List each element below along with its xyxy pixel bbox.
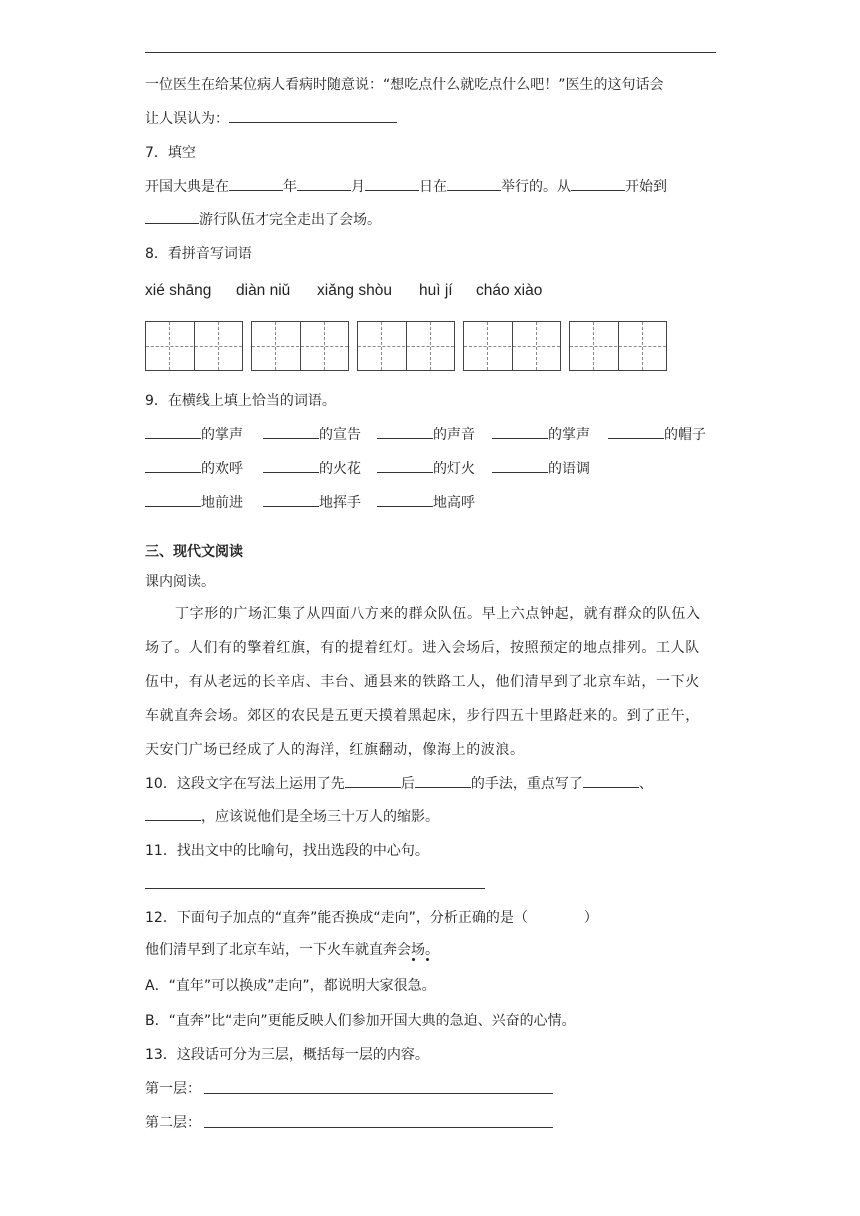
q7-text: 月	[351, 179, 365, 195]
q8-title: 8．看拼音写词语	[145, 246, 252, 262]
q11-text: 11．找出文中的比喻句，找出选段的中心句。	[145, 843, 429, 859]
answer-blank[interactable]	[229, 176, 283, 191]
q9-word: 地高呼	[433, 495, 475, 511]
answer-blank[interactable]	[145, 458, 201, 473]
q7-line2	[145, 209, 381, 229]
q9-item	[263, 424, 361, 444]
q9-item	[145, 492, 243, 512]
pinyin-5: cháo xiào	[476, 282, 543, 299]
q13-layer2-label: 第二层：	[145, 1115, 201, 1131]
writing-grid-2[interactable]	[251, 321, 349, 371]
q6-line1: 一位医生在给某位病人看病时随意说：“想吃点什么就吃点什么吧！”医生的这句话会	[145, 77, 664, 93]
q9-item	[492, 458, 590, 478]
writing-grid-1[interactable]	[145, 321, 243, 371]
q7-text: 开国大典是在	[145, 179, 229, 195]
q9-item	[145, 424, 243, 444]
q13-text: 13．这段话可分为三层，概括每一层的内容。	[145, 1047, 429, 1063]
q9-item	[492, 424, 590, 444]
q10-text: 10．这段文字在写法上运用了先	[145, 776, 345, 792]
answer-blank[interactable]	[297, 176, 351, 191]
passage-line-1: 丁字形的广场汇集了从四面八方来的群众队伍。早上六点钟起，就有群众的队伍入	[175, 606, 701, 622]
answer-blank[interactable]	[263, 492, 319, 507]
q9-word: 地挥手	[319, 495, 361, 511]
writing-grid-3[interactable]	[357, 321, 455, 371]
q10-line2	[145, 806, 439, 826]
answer-line[interactable]	[204, 1127, 553, 1128]
writing-grid-4[interactable]	[463, 321, 561, 371]
answer-blank[interactable]	[608, 424, 664, 439]
q9-item	[145, 458, 243, 478]
q6-line2	[145, 108, 397, 128]
q9-word: 的语调	[548, 461, 590, 477]
q10-text: 后	[400, 776, 415, 792]
passage-line-5: 天安门广场已经成了人的海洋，红旗翻动，像海上的波浪。	[145, 742, 525, 758]
q9-word: 地前进	[201, 495, 243, 511]
q9-word: 的宣告	[319, 427, 361, 443]
q9-word: 的掌声	[201, 427, 243, 443]
q12-option-b[interactable]: B．“直奔”比“走向”更能反映人们参加开国大典的急迫、兴奋的心情。	[145, 1013, 576, 1029]
q9-word: 的帽子	[664, 427, 706, 443]
section-subheading: 课内阅读。	[145, 574, 215, 590]
section-heading: 三、现代文阅读	[145, 544, 243, 560]
answer-blank[interactable]	[447, 176, 501, 191]
q7-text: 年	[283, 179, 297, 195]
emphasis-dot	[412, 958, 415, 961]
q9-title: 9．在横线上填上恰当的词语。	[145, 393, 336, 409]
q7-title: 7．填空	[145, 145, 196, 161]
q7-text: 游行队伍才完全走出了会场。	[199, 212, 381, 228]
header-rule	[145, 52, 716, 53]
q9-word: 的掌声	[548, 427, 590, 443]
answer-line[interactable]	[145, 888, 485, 889]
writing-grid-5[interactable]	[569, 321, 667, 371]
q9-word: 的灯火	[433, 461, 475, 477]
answer-blank[interactable]	[377, 492, 433, 507]
q7-text: 日在	[419, 179, 447, 195]
passage-line-4: 车就直奔会场。郊区的农民是五更天摸着黑起床，步行四五十里路赶来的。到了正午，	[145, 708, 700, 724]
answer-line[interactable]	[204, 1093, 553, 1094]
q10-text: 、	[638, 776, 653, 792]
answer-blank[interactable]	[377, 458, 433, 473]
passage-line-2: 场了。人们有的擎着红旗，有的提着红灯。进入会场后，按照预定的地点排列。工人队	[145, 640, 700, 656]
answer-blank[interactable]	[377, 424, 433, 439]
answer-blank[interactable]	[583, 773, 639, 788]
pinyin-4: huì jí	[419, 282, 453, 299]
pinyin-1: xié shāng	[145, 282, 212, 299]
q13-layer1-label: 第一层：	[145, 1081, 201, 1097]
answer-blank[interactable]	[145, 209, 199, 224]
q9-item	[263, 492, 361, 512]
answer-blank[interactable]	[145, 424, 201, 439]
answer-blank[interactable]	[263, 458, 319, 473]
q9-word: 的声音	[433, 427, 475, 443]
q9-item	[377, 458, 475, 478]
answer-blank[interactable]	[492, 424, 548, 439]
answer-blank[interactable]	[492, 458, 548, 473]
answer-blank[interactable]	[345, 773, 401, 788]
answer-blank[interactable]	[365, 176, 419, 191]
q6-line2-text: 让人误认为：	[145, 111, 229, 127]
q9-item	[608, 424, 706, 444]
q9-word: 的火花	[319, 461, 361, 477]
q7-text: 举行的。从	[501, 179, 571, 195]
q9-item	[377, 492, 475, 512]
q10-line1	[145, 773, 653, 793]
q9-item	[377, 424, 475, 444]
q12-option-a[interactable]: A．“直年”可以换成”走向”，都说明大家很急。	[145, 978, 436, 994]
q12-stem: 12．下面句子加点的“直奔”能否换成“走向”，分析正确的是（ ）	[145, 910, 598, 926]
q7-text: 开始到	[625, 179, 667, 195]
q9-word: 的欢呼	[201, 461, 243, 477]
pinyin-2: diàn niǔ	[236, 282, 291, 299]
answer-blank[interactable]	[145, 492, 201, 507]
q12-sentence: 他们清早到了北京车站，一下火车就直奔会场。	[145, 942, 439, 958]
answer-blank[interactable]	[229, 108, 397, 123]
answer-blank[interactable]	[145, 806, 201, 821]
answer-blank[interactable]	[415, 773, 471, 788]
q10-text: ，应该说他们是全场三十万人的缩影。	[201, 809, 439, 825]
q10-text: 的手法，重点写了	[470, 776, 583, 792]
q7-line1	[145, 176, 667, 196]
answer-blank[interactable]	[571, 176, 625, 191]
emphasis-dot	[426, 958, 429, 961]
pinyin-3: xiǎng shòu	[317, 282, 392, 299]
passage-line-3: 伍中，有从老远的长辛店、丰台、通县来的铁路工人，他们清早到了北京车站，一下火	[145, 674, 700, 690]
answer-blank[interactable]	[263, 424, 319, 439]
q9-item	[263, 458, 361, 478]
